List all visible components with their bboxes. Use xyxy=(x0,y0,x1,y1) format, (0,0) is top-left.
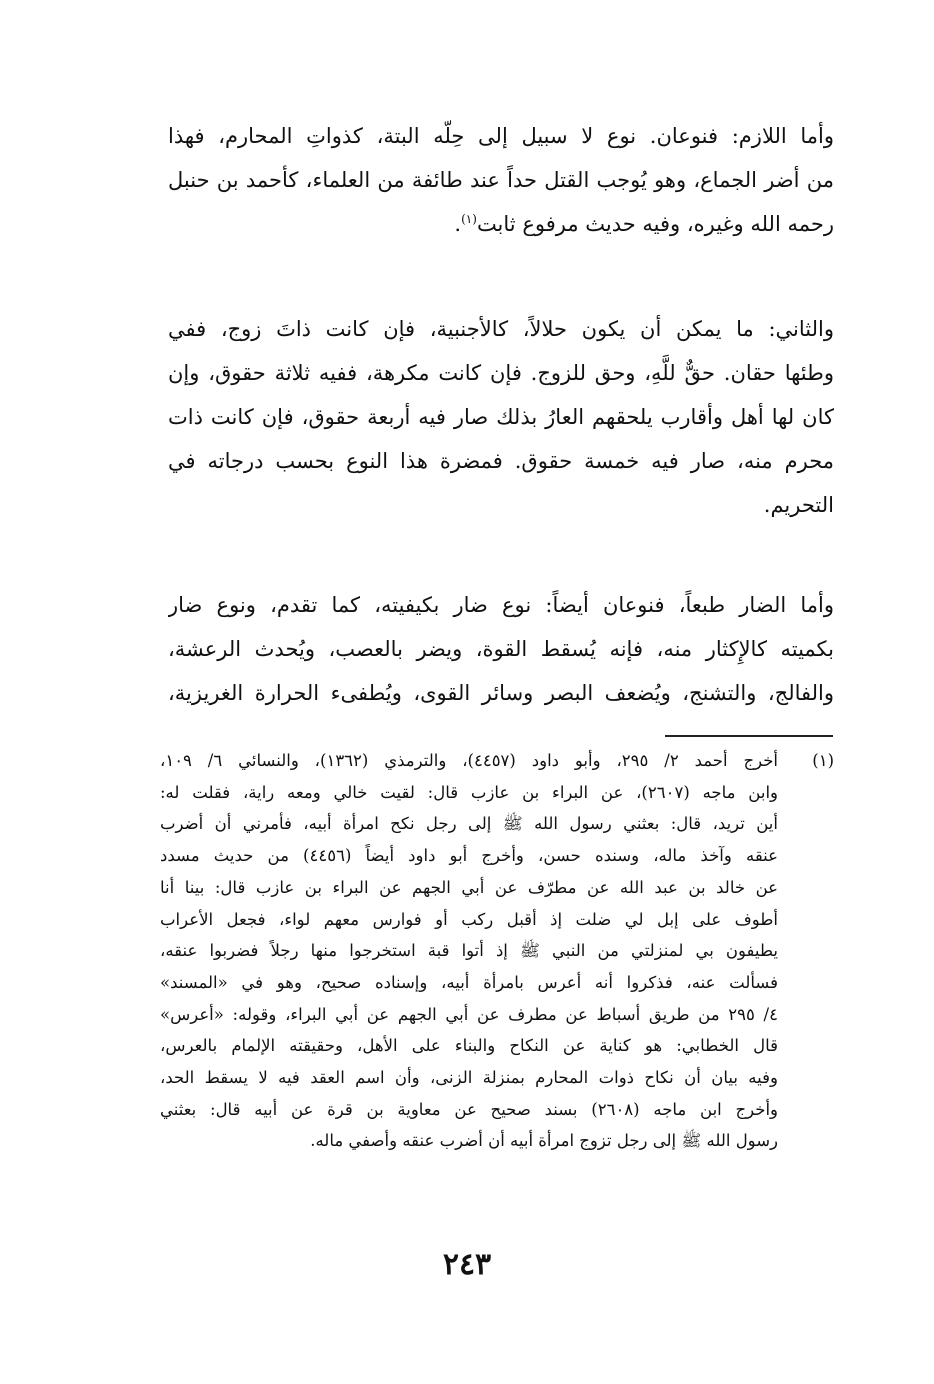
paragraph-line: والثاني: ما يمكن أن يكون حلالاً، كالأجنبية، فإن كانت ذاتَ زوج، ففي xyxy=(168,317,834,341)
footnote-reference: (١) xyxy=(461,212,477,226)
paragraph-2 xyxy=(168,307,834,527)
paragraph-line: وطئها حقان. حقٌّ للَّهِ، وحق للزوج. فإن كانت مكرهة، ففيه ثلاثة حقوق، وإن xyxy=(168,361,834,385)
footnote-line: ٤/ ٢٩٥ من طريق أسباط عن مطرف عن أبي الجهم عن أبي البراء، وقوله: «أعرس» xyxy=(160,1004,778,1024)
paragraph-line: محرم منه، صار فيه خمسة حقوق. فمضرة هذا النوع بحسب درجاته في xyxy=(168,449,834,473)
paragraph-3 xyxy=(168,583,834,715)
footnote-separator xyxy=(665,735,833,737)
footnote-line: وأخرج ابن ماجه (٢٦٠٨) بسند صحيح عن معاوية بن قرة عن أبيه قال: بعثني xyxy=(160,1099,778,1119)
footnote-line: أطوف على إبل لي ضلت إذ أقبل ركب أو فوارس معهم لواء، فجعل الأعراب xyxy=(160,909,778,929)
footnote-marker: (١) xyxy=(812,751,834,770)
paragraph-line-text: رحمه الله وغيره، وفيه حديث مرفوع ثابت xyxy=(476,212,834,236)
footnote-line: عنقه وآخذ ماله، وسنده حسن، وأخرج أبو داود أيضاً (٤٤٥٦) من حديث مسدد xyxy=(160,846,778,866)
paragraph-line: وأما اللازم: فنوعان. نوع لا سبيل إلى حِلّه البتة، كذواتِ المحارم، فهذا xyxy=(168,124,834,148)
footnote-line: أخرج أحمد ٢/ ٢٩٥، وأبو داود (٤٤٥٧)، والترمذي (١٣٦٢)، والنسائي ٦/ ١٠٩، xyxy=(160,751,778,770)
footnote-line: وفيه بيان أن نكاح ذوات المحارم بمنزلة الزنى، وأن اسم العقد فيه لا يسقط الحد، xyxy=(160,1068,778,1088)
paragraph-line: التحريم. xyxy=(763,493,834,517)
footnote-line: يطيفون بي لمنزلتي من النبي ﷺ إذ أتوا قبة استخرجوا منها رجلاً فضربوا عنقه، xyxy=(160,941,778,961)
footnote-line: رسول الله ﷺ إلى رجل تزوج امرأة أبيه أن أضرب عنقه وأصفي ماله. xyxy=(310,1131,778,1151)
paragraph-line: والفالج، والتشنج، ويُضعف البصر وسائر القوى، ويُطفىء الحرارة الغريزية، xyxy=(168,681,834,705)
page-number: ٢٤٣ xyxy=(442,1247,492,1282)
footnote xyxy=(160,745,834,1157)
sentence-end: . xyxy=(454,212,462,236)
paragraph-line: من أضر الجماع، وهو يُوجب القتل حداً عند طائفة من العلماء، كأحمد بن حنبل xyxy=(168,168,834,192)
footnote-line: عن خالد بن عبد الله عن مطرّف عن أبي الجهم عن البراء بن عازب قال: بينا أنا xyxy=(160,877,778,897)
paragraph-line: كان لها أهل وأقارب يلحقهم العارُ بذلك صار فيه أربعة حقوق، فإن كانت ذات xyxy=(168,405,834,429)
footnote-line: أين تريد، قال: بعثني رسول الله ﷺ إلى رجل نكح امرأة أبيه، فأمرني أن أضرب xyxy=(160,814,778,834)
paragraph-1 xyxy=(168,114,834,246)
paragraph-line: بكميته كالإِكثار منه، فإنه يُسقط القوة، ويضر بالعصب، ويُحدث الرعشة، xyxy=(168,637,834,661)
footnote-line: وابن ماجه (٢٦٠٧)، عن البراء بن عازب قال: لقيت خالي ومعه راية، فقلت له: xyxy=(160,782,778,802)
footnote-body xyxy=(160,745,778,1157)
footnote-line: فسألت عنه، فذكروا أنه أعرس بامرأة أبيه، وإسناده صحيح، وهو في «المسند» xyxy=(160,972,778,992)
paragraph-line-with-note xyxy=(168,202,834,246)
paragraph-line: وأما الضار طبعاً، فنوعان أيضاً: نوع ضار بكيفيته، كما تقدم، ونوع ضار xyxy=(168,593,834,617)
footnote-line: قال الخطابي: هو كناية عن النكاح والبناء على الأهل، وحقيقته الإلمام بالعرس، xyxy=(160,1036,778,1056)
